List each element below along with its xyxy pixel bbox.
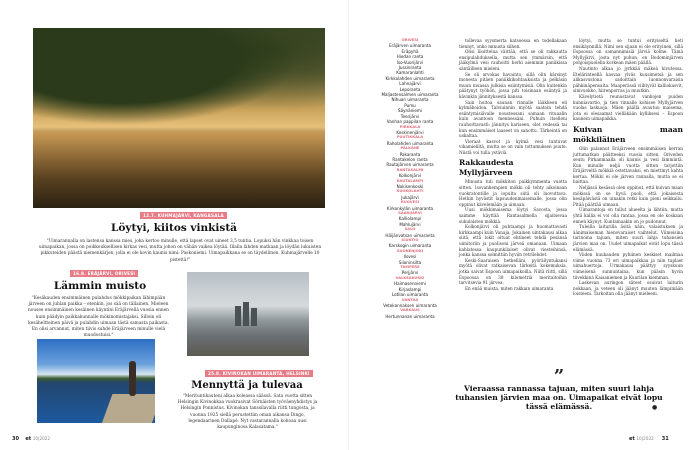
beach-name: Häijänvatsan uimaranta — [385, 232, 435, 238]
beach-name: Ilsvesi — [403, 254, 417, 260]
beach-name: Teerijärvi — [400, 113, 420, 119]
paragraph: löytyi, mutta se tuntui erityiseltä heti ensikäynnillä. Nimi sen sijaan ei ole erityinen, sillä Espoossa on samannimisiä järviä kolme. Tämä Myllyjärvi, josta nyt puhun, on Bodominjärven pohjoispuolella korkean mäen päällä. — [573, 38, 683, 66]
paragraph: tollevaa syysmerta katsoessa en todellakaan tiennyt, onko minusta siihen. — [459, 38, 567, 49]
beach-name: Lahnajärvi — [399, 81, 421, 87]
paragraph: Se oli arvokas havainto, sillä olin kärsinyt monesta pitäen paniikkikohtauksista ja pelkäsin muun muassa julkisia esiintymisiä. Olin kuitenkin päätynyt työhön, jossa piti toisinaan esiintyä ja kävinkin jännityksestä kanssa. — [459, 71, 567, 99]
paragraph: Neljässä kesässä olen oppinut, että kuivan maan mökissä on se hyvä puoli, että jokaisesta kesäpäivästä on uinakin retki kuin pieni seikkailu. Pitää päättää uimaan. — [573, 185, 683, 207]
region-heading: RUOVESI — [400, 200, 420, 205]
paragraph: Minusta tuli mökkiton paikkymmenta vuotta sitten. Isovanhempien mökki oli tehty aikoinaan vuokratontille ja lopulta siitä oli luovuttava. Hetkin hyvästit lapsuudenmaisemalle, jossa olin oppinut kävelemään ja uimaan. — [459, 179, 567, 207]
beach-name: Kirkkolahden uimaranta — [385, 75, 435, 81]
section-title: Löytyi, kiitos vinkistä — [111, 222, 237, 234]
paragraph: Vieraat kasvot ja kylmä vesi tuntuvat vihamieliltä, mutta se on vain tottumuksen puute. Niistä voi tulla ystäviä. — [459, 138, 567, 155]
brand: et — [629, 436, 635, 442]
region-heading: PUUTIKKALA — [396, 135, 424, 140]
beach-name: Nokisenkoski — [396, 183, 424, 189]
section-text: "Kesäkauden ensimmäinen pulahdus mökkipaikan lähimpään järveen on juhlan paikka – etenkin, jos sää on tällainen. Mieleen nousee ensimmäinen kesäinen käyntini Eräjärvellä vuosia ennen kuin päädyin paikkakunnalle mökinomistajaksi. Silloin oli kesäheltteinen päivä ja pulahdin uimaan tästä samasta paikasta. En olisi arvannut, miten tiivis suhde Eräjärveen minulle vielä muodostuisi." — [28, 296, 169, 339]
beach-name: Maljastensalmen uimaranta — [381, 92, 439, 98]
region-heading: PÄLKÄNE — [400, 146, 420, 151]
end-mark-icon: ● — [652, 404, 658, 411]
subheading: Rakkaudesta Myllyjärveen — [459, 158, 514, 178]
pull-quote-text: Vieraassa rannassa tajuan, miten suuri lahja tuhansien järvien maa on. Uimapaikat eivät lopu tässä elämässä. — [455, 384, 663, 411]
section-title: Mennyttä ja tulevaa — [191, 380, 303, 391]
body-column-2 — [573, 38, 683, 298]
region-heading: SALO — [404, 227, 416, 232]
beach-name: Eräjärven uimaranta — [388, 43, 432, 49]
beach-name: Rantakelon ranta — [392, 156, 428, 162]
section-tag: 25.8. KIVINOKAN UIMARANTA, HELSINKI — [205, 370, 313, 377]
paragraph: Olisi liioittelua väittää, että se oli rakkautta ensipulahduksella, mutta sen ymmärsin, että jääkylmä vesi rauhoitti herki aiemmin paniikissa säntäilleen mieleni. — [459, 49, 567, 71]
beach-name: Leporanta — [399, 86, 421, 92]
section-tag: 16.8. ERÄJÄRVI, ORIVESI — [70, 270, 138, 277]
paragraph: Keski-Saaraisen hetkelläni, pyöräilyntukansi myötä olivat ratkaisevan tärkeitä kokemuksia, jotka saivat Espoon uimapaikoilla. Niitä riitti, sillä Espoossa on 38 kilometriä meritaitoihin tarvitsevia 91 järvea. — [459, 257, 567, 286]
beach-name: Säynäniemi — [397, 108, 422, 114]
body-column-1 — [459, 38, 567, 363]
beach-name: Mahlujärvi — [399, 221, 421, 227]
lake-pier-photo — [37, 339, 155, 423]
beach-name: Rautajärven uimaranta — [386, 162, 434, 168]
region-heading: SAARIJÄRVI — [398, 211, 422, 215]
paragraph: Uimarantoja on tullut alueelta ja lähtiin, mutta yhtä kallia ei voi olla rantaa, jossa en ole koskaan ennen käynyt. Kuntamaakin on jo pudonnut. — [573, 207, 683, 224]
helsinki-skyline-photo — [187, 272, 309, 356]
lake-sunset-photo — [33, 28, 325, 208]
paragraph: Laskevan auringon säteet osuivat laiturin nokkaan, ja veteen oli jäänyt muuten lämpimään loisteeni. Tarkoitan olla jäänyt mieleeni. — [573, 280, 683, 297]
beach-name: Raholahden uimaranta — [386, 140, 434, 146]
beach-name: Hertunnanan uimaranta — [385, 313, 435, 319]
paragraph: Kävelytietä reunustavat vanhojen puiden kunniavartio, ja tien rinnalle kohisee Myllyjärven vuolas laskuoja. Mäen päällä avautuu maisema, jota ei olesaamat vielläkään kylliksesi – Espoon kaunein uimapaikka. — [573, 93, 683, 122]
issue: 10|2022 — [636, 436, 654, 441]
section-text: "Uimarannalla on lastensa kanssa mies, joka kertoo minulle, että lapset ovat uineet 3,5 tuntia. Lopuksi hän vinkkaa toisen uimapaikan, jossa on poikkeuksellisen kirkas vesi, mutta johon on vähän vaikea löytää. Illalla lähden matkaan ja löydän lukuisten pikkuteiden päästä niemenkärjen, jolla ei ole kovin kaunis nimi: Paskoniemi. Uimapaikkana se on täydellinen. Kuhmajärvelle 10 pistettä!" — [38, 239, 322, 263]
beach-name: Lotilan uimaranta — [391, 292, 429, 298]
section-tag: 12.7. KUHMAJÄRVI, KANGASALA — [140, 212, 227, 219]
region-heading: VARKAUS — [400, 308, 420, 313]
region-heading: TAMPERE — [400, 265, 420, 270]
region-heading: RANTASALMI — [396, 167, 424, 172]
beach-name: Pumu — [404, 102, 416, 108]
paragraph: Viiden kuukauden pyhiinen keskiset mailmaa viime vuonna 73 eri uimapaikkaa ja niin tuplaet uimahuertoja. Urmakausi päättyy syyskuun viimeisenä sunnuntaina, kun pääsin hyvin tiivekkinä Kaisaniemen ja Kuurilan kiemman. — [573, 252, 683, 280]
paragraph: Nautinto alkaa jo jyrkkää mäkeä kivutessa. Etelärinteellä kasvaa ylväs kuusimetsä ja sen alikasvustona sadoittain luonnonvaraisia pähkinäpensaita. Maaperässä viihtyvät kalliokasvit, sinivuokko, hiirenporras ja muutkin. — [573, 65, 683, 94]
pull-quote — [449, 366, 669, 411]
region-heading: RUOKOLAHTI — [396, 189, 424, 194]
beach-name: Kirkonkylän uimaranta — [386, 205, 434, 211]
region-heading: SUONENJOKI — [396, 248, 424, 253]
region-heading: VANTAA — [401, 297, 419, 302]
region-heading: VALKEAKOSKI — [395, 275, 425, 280]
quote-mark-icon: ” — [553, 366, 565, 387]
beach-name: Jukajärvi — [401, 194, 419, 200]
beach-name: Nihuan uimaranta — [391, 97, 429, 103]
paragraph: Sain hoitoa saunan rinnalle lääkkeen eli kylmähoidon. Talviuinnin myötä saatoin tehdä esiintymisiävalle noustessani samaan rituaalin kuin avantoon mennessäni. Puhuin itselleni rauhoittavasti: jännitys kariseen, olet vedessä tai kun ensimmäiset laaseet on sanottu. Tärkeintä on uskaltaa. — [459, 99, 567, 139]
beach-name: Kalliolampi — [398, 216, 422, 222]
paragraph: Uusi mökkimaisema löytyi Savosta, jossa saimme käyttää Rantasalmella sijaitsevaa sukulaisten mökkiä. — [459, 207, 567, 224]
paragraph: Olin palannut Eräjärveen ensimmäisen kerran juttumatkan päätteeksi vuosia sitten. Oriveden seutu Pirkanmaalla oli kaunis ja vesi lämmintä. Kun minulle neljä vuotta sitten tarjottiin Eräjärveltä mökkiä ostettavaksi, en miettinyt kahta kertaa. Mökki ei ole järven rannalla, mutta se ei haittaa. — [573, 145, 683, 185]
beach-name: Eräpyhä — [401, 48, 419, 54]
beach-name: Perjjärvi — [401, 270, 419, 276]
beach-name: Iso-Vuorijärvi — [396, 59, 424, 65]
section-title: Lämmin muisto — [53, 280, 147, 292]
paragraph: Kolkonjärvi oli puhtaampi ja huomattavasti kirkkaampi kuin Vanaja. Jokainen uintakausi alkaa siitä, että lokit oltuat ehtineet tehdä pesänsä uimitoriin ja puolisoni järveä omanaan. Uimaan kahlatessa kaupunkilaiset olivat viesteihinsä, jonka kanssa solmittiin hyviin retrilehdet. — [459, 224, 567, 258]
page-number: 31 — [661, 436, 669, 442]
beach-name: Karskogin uimaranta — [388, 243, 432, 249]
region-heading: ORIVESI — [401, 38, 419, 42]
beach-name: Siioninsilta — [398, 259, 422, 265]
page-number: 30 — [12, 436, 19, 442]
subheading: Kuivan maan mökkiläinen — [573, 124, 683, 144]
beach-name: Kirjaslampi — [398, 286, 422, 292]
beach-name: Keskinenjärvi — [396, 129, 424, 135]
page-folio — [12, 436, 50, 442]
paragraph: Tuleilla laiturilla äsitä näin, valaistuksen ja äänimaiseman hienovaraiset vaihtelut. Viimeisina tarinoina tajuan, miten suuri lahja tuhansien järvien maa on. Uudet uimapaikat eivät lopu tässä elämässä. — [573, 224, 683, 252]
beach-list — [363, 38, 457, 319]
beach-name: Vanhan pappilan ranta — [386, 119, 434, 125]
issue: 10|2022 — [32, 436, 51, 441]
beach-name: Haimasenniemi — [394, 281, 426, 287]
beach-name: Vetokannaksen uimaranta — [383, 302, 437, 308]
beach-name: Hiedan ranta — [396, 54, 424, 60]
region-heading: SIUNTIO — [401, 238, 419, 243]
region-heading: PIRKKALA — [399, 124, 421, 129]
brand: et — [25, 436, 32, 442]
beach-name: Pakaranta — [399, 151, 421, 157]
region-heading: RAUTALAMPI — [396, 178, 424, 183]
beach-name: Jussinranta — [398, 65, 422, 71]
section-text: "Merituntikauteni alkaa koleassa säässä. Sata vuotta sitten Helsingin Kivinokkaa vuokrasivat Sörnäisten työväenyhdistys ja Helsingin Ponnistus. Kivinokan tanssilavalla riitti tungosta, ja vuonna 1925 siellä perustettiin oman aikansa Dingo, legendaarinen Dallapé. Nyt vastarannalla kohoaa uusi kaupunginosa Kalasatama." — [177, 394, 318, 431]
page-folio — [629, 436, 669, 442]
paragraph: En enää muista, miten rakkain uimaranta — [465, 285, 554, 291]
beach-name: Kamaranlahti — [396, 70, 424, 76]
right-page — [348, 0, 696, 450]
beach-name: Kolkonjärvi — [398, 173, 422, 179]
